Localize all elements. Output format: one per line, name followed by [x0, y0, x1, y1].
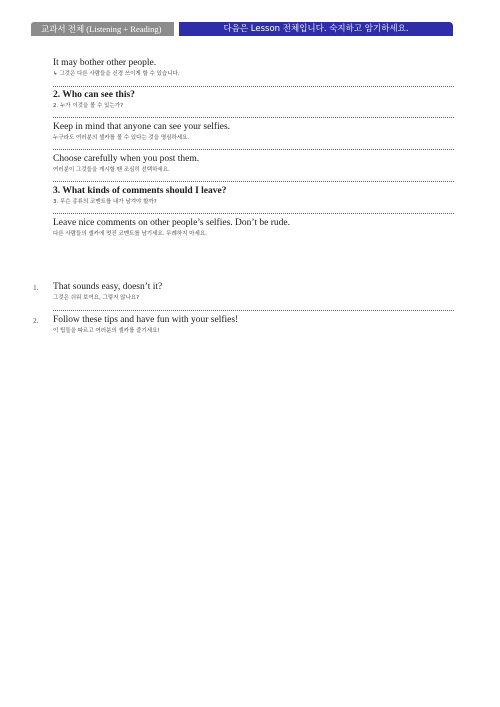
sentence-block [53, 217, 453, 238]
sentence-block [53, 153, 453, 174]
korean-translation: 2. 누가 이것을 볼 수 있는가? [53, 103, 124, 109]
english-sentence: It may bother other people. [53, 58, 157, 68]
dotted-divider [53, 310, 454, 311]
dotted-divider [53, 149, 454, 150]
english-sentence: Leave nice comments on other people’s selfies. Don’t be rude. [53, 218, 290, 228]
item-number: 2. [33, 316, 39, 325]
sentence-block [53, 57, 453, 78]
korean-translation: 이 팁들을 따르고 여러분의 셀카를 즐기세요! [53, 328, 160, 334]
header-instruction-banner: 다음은 Lesson 전체입니다. 숙지하고 암기하세요. [179, 22, 453, 36]
english-sentence: Follow these tips and have fun with your selfies! [53, 315, 239, 325]
english-sentence: That sounds easy, doesn’t it? [53, 282, 163, 292]
item-number: 1. [33, 283, 39, 292]
korean-translation: 그것은 쉬워 보여요, 그렇지 않나요? [53, 295, 140, 301]
question-heading: 3. What kinds of comments should I leave? [53, 186, 227, 196]
korean-translation: ↳ 그것은 다른 사람들을 신경 쓰이게 할 수 있습니다. [53, 71, 180, 77]
korean-translation: 다른 사람들의 셀카에 멋진 코멘트를 남기세요. 무례하지 마세요. [53, 231, 207, 237]
sentence-block [53, 121, 453, 142]
korean-translation: 누구라도 여러분의 셀카를 볼 수 있다는 것을 명심하세요. [53, 135, 190, 141]
dotted-divider [53, 117, 454, 118]
header-left-tab: 교과서 전체 (Listening + Reading) [31, 22, 174, 36]
korean-translation: 여러분이 그것들을 게시할 땐 조심히 선택하세요. [53, 167, 170, 173]
dotted-divider [53, 181, 454, 182]
numbered-sentence-block [53, 314, 453, 335]
dotted-divider [53, 86, 454, 87]
numbered-sentence-block [53, 281, 453, 302]
korean-translation: 3. 무슨 종류의 코멘트를 내가 남겨야 할까? [53, 199, 157, 205]
question-block [53, 185, 453, 206]
question-heading: 2. Who can see this? [53, 90, 135, 100]
english-sentence: Choose carefully when you post them. [53, 154, 200, 164]
english-sentence: Keep in mind that anyone can see your selfies. [53, 122, 231, 132]
dotted-divider [53, 213, 454, 214]
question-block [53, 89, 453, 110]
